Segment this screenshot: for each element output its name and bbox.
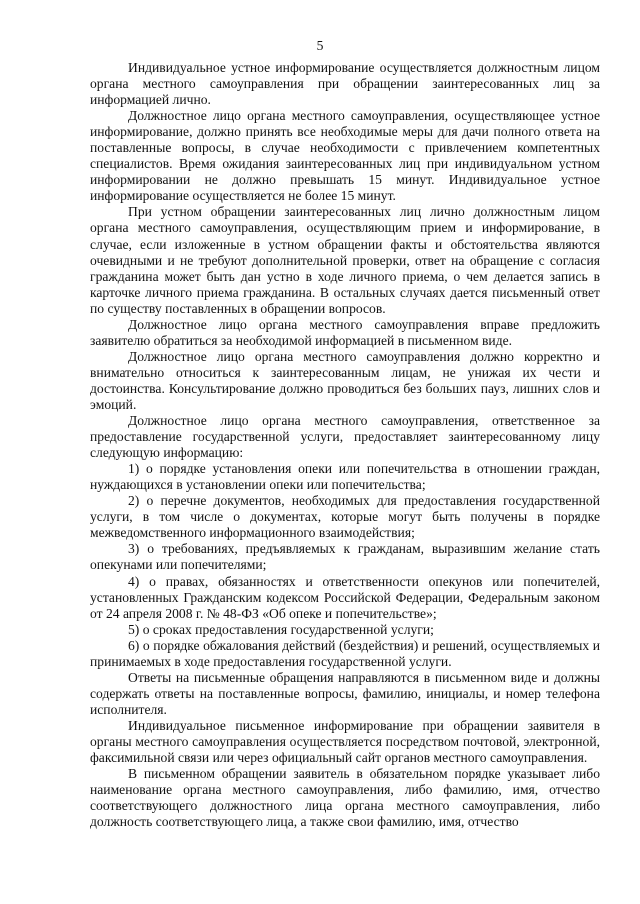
list-item-6: 6) о порядке обжалования действий (бездействия) и решений, осуществляемых и принимаемых в ходе предоставления государственной услуги. (90, 637, 600, 669)
paragraph-oral-appeal: При устном обращении заинтересованных лиц лично должностным лицом органа местного самоуправления, осуществляющим прием и информирование, в случае, если изложенные в устном обращении факты и обстоятельства являются очевидными и не требуют дополнительной проверки, ответ на обращение с согласия гражданина может быть дан устно в ходе личного приема, о чем делается запись в карточке личного приема гражданина. В остальных случаях дается письменный ответ по существу поставленных в обращении вопросов. (90, 204, 600, 316)
list-item-2: 2) о перечне документов, необходимых для предоставления государственной услуги, в том числе о документах, которые могут быть получены в порядке межведомственного информационного взаимодействия; (90, 493, 600, 541)
list-item-1: 1) о порядке установления опеки или попечительства в отношении граждан, нуждающихся в установлении опеки или попечительства; (90, 461, 600, 493)
paragraph-information-provided: Должностное лицо органа местного самоуправления, ответственное за предоставление государственной услуги, предоставляет заинтересованному лицу следующую информацию: (90, 413, 600, 461)
list-item-4: 4) о правах, обязанностях и ответственности опекунов или попечителей, установленных Гражданским кодексом Российской Федерации, Федеральным законом от 24 апреля 2008 г. № 48-ФЗ «Об опеке и попечительстве»; (90, 573, 600, 621)
paragraph-written-replies: Ответы на письменные обращения направляются в письменном виде и должны содержать ответы на поставленные вопросы, фамилию, инициалы, и номер телефона исполнителя. (90, 669, 600, 717)
paragraph-written-form-offer: Должностное лицо органа местного самоуправления вправе предложить заявителю обратиться за необходимой информацией в письменном виде. (90, 316, 600, 348)
paragraph-informing-orally: Индивидуальное устное информирование осуществляется должностным лицом органа местного самоуправления при обращении заинтересованных лиц за информацией лично. (90, 60, 600, 108)
paragraph-courtesy: Должностное лицо органа местного самоуправления должно корректно и внимательно относиться к заинтересованным лицам, не унижая их чести и достоинства. Консультирование должно проводиться без больших пауз, лишних слов и эмоций. (90, 348, 600, 412)
document-body (90, 60, 600, 830)
list-item-5: 5) о сроках предоставления государственной услуги; (128, 621, 434, 637)
paragraph-official-duties: Должностное лицо органа местного самоуправления, осуществляющее устное информирование, должно принять все необходимые меры для дачи полного ответа на поставленные вопросы, в случае необходимости с привлечением компетентных специалистов. Время ожидания заинтересованных лиц при индивидуальном устном информировании не должно превышать 15 минут. Индивидуальное устное информирование осуществляется не более 15 минут. (90, 108, 600, 204)
paragraph-written-informing: Индивидуальное письменное информирование при обращении заявителя в органы местного самоуправления осуществляется посредством почтовой, электронной, факсимильной связи или через официальный сайт органов местного самоуправления. (90, 717, 600, 766)
paragraph-written-appeal: В письменном обращении заявитель в обязательном порядке указывает либо наименование органа местного самоуправления, либо фамилию, имя, отчество соответствующего должностного лица органа местного самоуправления, либо должность соответствующего лица, а также свои фамилию, имя, отчество (90, 766, 600, 830)
list-item-3: 3) о требованиях, предъявляемых к гражданам, выразившим желание стать опекунами или попечителями; (90, 541, 600, 573)
page-number: 5 (316, 38, 324, 53)
